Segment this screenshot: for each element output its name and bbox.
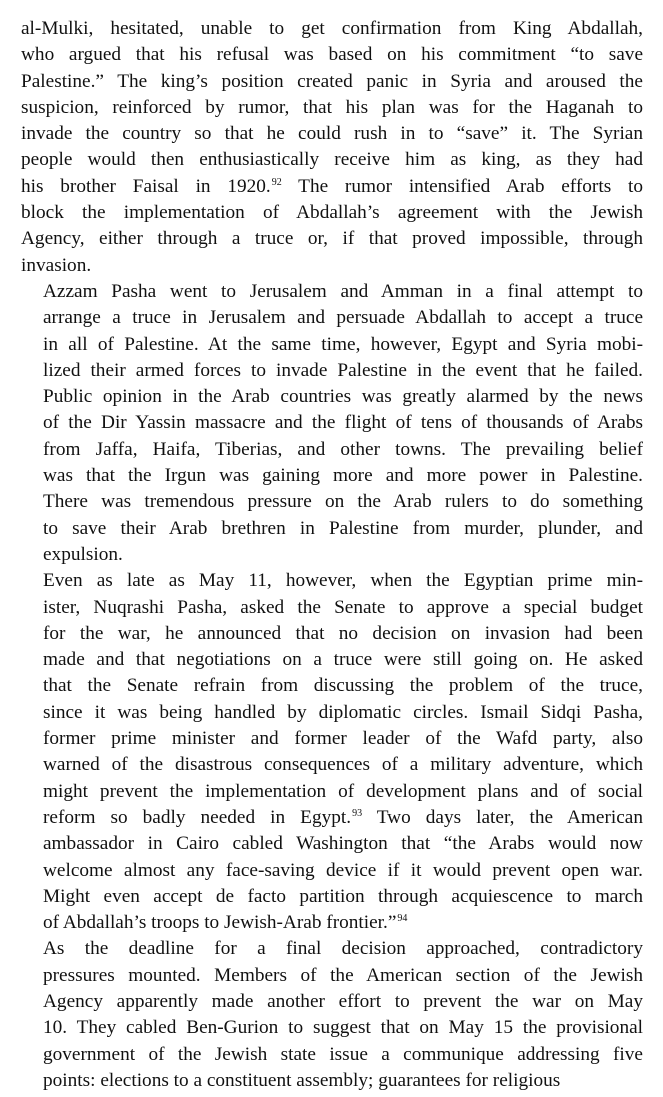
text-line xyxy=(21,147,643,173)
text-line xyxy=(21,384,643,410)
text-line xyxy=(21,673,643,699)
text-line xyxy=(21,1042,643,1068)
text-line xyxy=(21,542,643,568)
text-line xyxy=(21,752,643,778)
text-line xyxy=(21,621,643,647)
line-text: Palestine.” The king’s position created panic in Syria and aroused the xyxy=(21,70,643,92)
text-line xyxy=(21,647,643,673)
text-line xyxy=(21,910,643,936)
footnote-marker: 93 xyxy=(352,807,363,819)
line-text: arrange a truce in Jerusalem and persuade Abdallah to accept a truce xyxy=(43,307,643,329)
text-line xyxy=(21,437,643,463)
text-line xyxy=(21,358,643,384)
line-text: in all of Palestine. At the same time, however, Egypt and Syria mobi- xyxy=(43,333,643,355)
footnote-marker: 94 xyxy=(397,913,408,925)
line-text: former prime minister and former leader of the Wafd party, also xyxy=(43,728,643,750)
paragraph xyxy=(21,279,643,568)
line-text: block the implementation of Abdallah’s agreement with the Jewish xyxy=(21,202,643,224)
line-text: pressures mounted. Members of the American section of the Jewish xyxy=(43,964,643,986)
text-line xyxy=(21,174,643,200)
line-text-continued: The rumor intensified Arab efforts to xyxy=(281,175,643,197)
line-text: for the war, he announced that no decision on invasion had been xyxy=(43,622,643,644)
line-text: government of the Jewish state issue a communique addressing five xyxy=(43,1043,643,1065)
text-line xyxy=(21,831,643,857)
text-line xyxy=(21,305,643,331)
text-line xyxy=(21,516,643,542)
line-text: Azzam Pasha went to Jerusalem and Amman in a final attempt to xyxy=(43,280,643,302)
line-text: his brother Faisal in 1920. xyxy=(21,175,271,197)
line-text: points: elections to a constituent assembly; guarantees for religious xyxy=(43,1069,561,1091)
text-line xyxy=(21,1015,643,1041)
line-text: reform so badly needed in Egypt. xyxy=(43,806,352,828)
text-line xyxy=(21,200,643,226)
line-text: to save their Arab brethren in Palestine from murder, plunder, and xyxy=(43,517,643,539)
text-line xyxy=(21,963,643,989)
line-text: ambassador in Cairo cabled Washington that “the Arabs would now xyxy=(43,833,643,855)
text-line xyxy=(21,16,643,42)
text-line xyxy=(21,595,643,621)
line-text: since it was being handled by diplomatic circles. Ismail Sidqi Pasha, xyxy=(43,701,643,723)
line-text: was that the Irgun was gaining more and more power in Palestine. xyxy=(43,465,643,487)
text-line xyxy=(21,95,643,121)
text-line xyxy=(21,69,643,95)
text-line xyxy=(21,858,643,884)
text-line xyxy=(21,332,643,358)
text-line xyxy=(21,726,643,752)
line-text: invasion. xyxy=(21,254,92,276)
text-line xyxy=(21,1068,643,1094)
line-text: warned of the disastrous consequences of a military adventure, which xyxy=(43,754,643,776)
line-text: lized their armed forces to invade Palestine in the event that he failed. xyxy=(43,359,643,381)
line-text: There was tremendous pressure on the Arab rulers to do something xyxy=(43,491,643,513)
line-text: welcome almost any face-saving device if it would prevent open war. xyxy=(43,859,643,881)
line-text: expulsion. xyxy=(43,543,123,565)
line-text: that the Senate refrain from discussing the problem of the truce, xyxy=(43,675,643,697)
line-text: al-Mulki, hesitated, unable to get confirmation from King Abdallah, xyxy=(21,18,643,39)
line-text: of Abdallah’s troops to Jewish-Arab frontier.” xyxy=(43,912,397,934)
line-text-continued: Two days later, the American xyxy=(362,806,643,828)
text-body xyxy=(21,16,643,1094)
footnote-marker: 92 xyxy=(271,176,282,188)
text-line xyxy=(21,489,643,515)
line-text: As the deadline for a final decision approached, contradictory xyxy=(43,938,643,960)
text-line xyxy=(21,279,643,305)
line-text: from Jaffa, Haifa, Tiberias, and other towns. The prevailing belief xyxy=(43,438,643,460)
line-text: of the Dir Yassin massacre and the flight of tens of thousands of Arabs xyxy=(43,412,643,434)
text-line xyxy=(21,42,643,68)
text-line xyxy=(21,253,643,279)
line-text: who argued that his refusal was based on his commitment “to save xyxy=(21,44,643,66)
line-text: Public opinion in the Arab countries was greatly alarmed by the news xyxy=(43,386,643,408)
text-line xyxy=(21,568,643,594)
line-text: Even as late as May 11, however, when the Egyptian prime min- xyxy=(43,570,643,592)
text-line xyxy=(21,410,643,436)
text-line xyxy=(21,779,643,805)
text-line xyxy=(21,226,643,252)
text-line xyxy=(21,805,643,831)
line-text: made and that negotiations on a truce were still going on. He asked xyxy=(43,649,643,671)
line-text: Might even accept de facto partition through acquiescence to march xyxy=(43,885,643,907)
line-text: invade the country so that he could rush in to “save” it. The Syrian xyxy=(21,123,643,145)
text-line xyxy=(21,884,643,910)
text-line xyxy=(21,936,643,962)
line-text: Agency, either through a truce or, if that proved impossible, through xyxy=(21,228,643,250)
paragraph xyxy=(21,936,643,1094)
line-text: might prevent the implementation of development plans and of social xyxy=(43,780,643,802)
paragraph xyxy=(21,16,643,279)
text-line xyxy=(21,700,643,726)
text-line xyxy=(21,989,643,1015)
text-line xyxy=(21,121,643,147)
line-text: suspicion, reinforced by rumor, that his plan was for the Haganah to xyxy=(21,96,643,118)
paragraph xyxy=(21,568,643,936)
line-text: ister, Nuqrashi Pasha, asked the Senate to approve a special budget xyxy=(43,596,643,618)
line-text: Agency apparently made another effort to prevent the war on May xyxy=(43,990,643,1012)
line-text: people would then enthusiastically receive him as king, as they had xyxy=(21,149,643,171)
line-text: 10. They cabled Ben-Gurion to suggest that on May 15 the provisional xyxy=(43,1017,643,1039)
text-line xyxy=(21,463,643,489)
